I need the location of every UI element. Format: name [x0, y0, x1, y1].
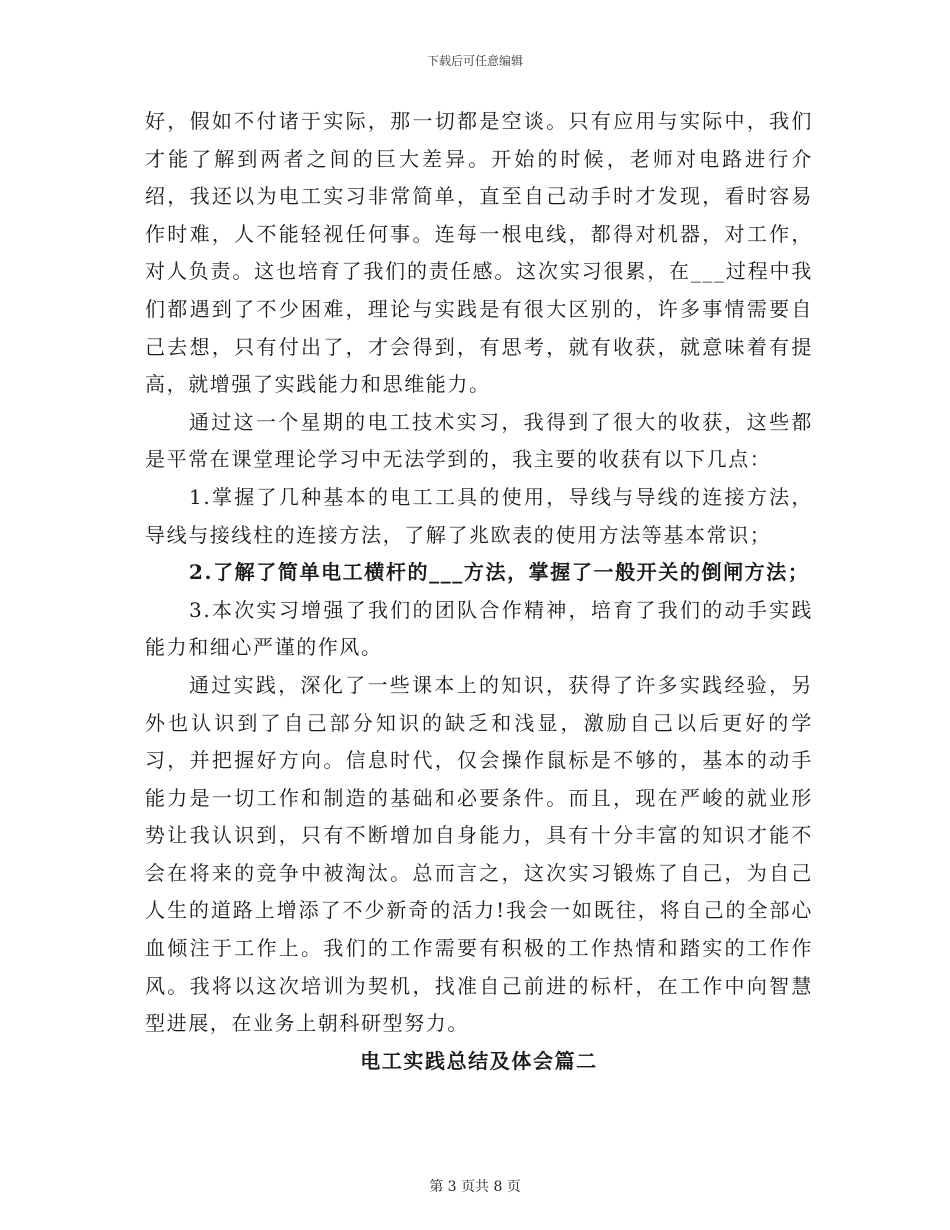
- page-header: 下载后可任意编辑: [426, 54, 523, 68]
- list-item-1: 1.掌握了几种基本的电工工具的使用，导线与导线的连接方法，导线与接线柱的连接方法，了解了兆欧表的使用方法等基本常识；: [145, 484, 813, 547]
- document-body: [145, 103, 813, 1080]
- list-item-3: 3.本次实习增强了我们的团队合作精神，培育了我们的动手实践能力和细心严谨的作风。: [145, 597, 813, 660]
- paragraph-conclusion: 通过实践，深化了一些课本上的知识，获得了许多实践经验，另外也认识到了自己部分知识的缺乏和浅显，激励自己以后更好的学习，并把握好方向。信息时代，仅会操作鼠标是不够的，基本的动手能力是一切工作和制造的基础和必要条件。而且，现在严峻的就业形势让我认识到，只有不断增加自身能力，具有十分丰富的知识才能不会在将来的竞争中被淘汰。总而言之，这次实习锻炼了自己，为自己人生的道路上增添了不少新奇的活力!我会一如既往，将自己的全部心血倾注于工作上。我们的工作需要有积极的工作热情和踏实的工作作风。我将以这次培训为契机，找准自己前进的标杆，在工作中向智慧型进展，在业务上朝科研型努力。: [145, 672, 813, 1036]
- paragraph-continued: 好，假如不付诸于实际，那一切都是空谈。只有应用与实际中，我们才能了解到两者之间的巨大差异。开始的时候，老师对电路进行介绍，我还以为电工实习非常简单，直至自己动手时才发现，看时容易作时难，人不能轻视任何事。连每一根电线，都得对机器，对工作，对人负责。这也培育了我们的责任感。这次实习很累，在___过程中我们都遇到了不少困难，理论与实践是有很大区别的，许多事情需要自己去想，只有付出了，才会得到，有思考，就有收获，就意味着有提高，就增强了实践能力和思维能力。: [145, 109, 813, 397]
- section-heading: 电工实践总结及体会篇二: [360, 1048, 598, 1073]
- paragraph-gains-intro: 通过这一个星期的电工技术实习，我得到了很大的收获，这些都是平常在课堂理论学习中无法学到的，我主要的收获有以下几点：: [145, 409, 813, 472]
- page-footer: 第 3 页共 8 页: [429, 1179, 521, 1195]
- list-item-2: 2.了解了简单电工横杆的___方法，掌握了一般开关的倒闸方法；: [189, 560, 810, 585]
